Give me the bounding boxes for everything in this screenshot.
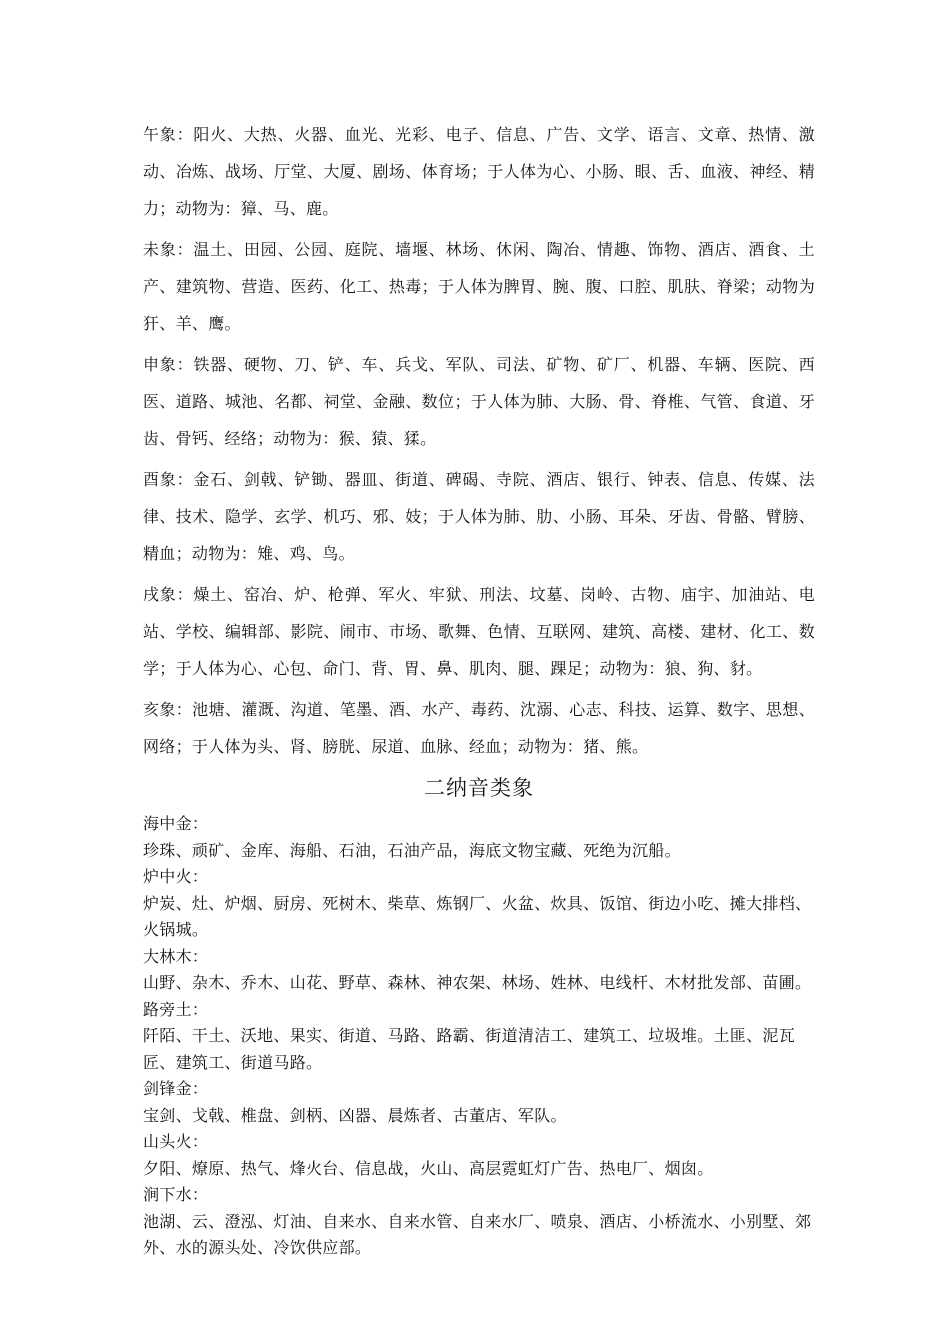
zodiac-you-paragraph: 酉象：金石、剑戟、铲锄、器皿、街道、碑碣、寺院、酒店、银行、钟表、信息、传媒、法律、技术、隐学、玄学、机巧、邪、妓；于人体为肺、肋、小肠、耳朵、牙齿、骨骼、臂膀、精血；动物为：雉、鸡、鸟。 xyxy=(143,470,815,563)
nayin-item xyxy=(143,944,815,997)
zodiac-section xyxy=(143,116,815,765)
nayin-description: 珍珠、顽矿、金库、海船、石油，石油产品，海底文物宝藏、死绝为沉船。 xyxy=(143,840,681,860)
nayin-item xyxy=(143,1182,815,1262)
nayin-item xyxy=(143,864,815,944)
nayin-name: 大林木： xyxy=(143,946,209,966)
zodiac-shen-paragraph: 申象：铁器、硬物、刀、铲、车、兵戈、军队、司法、矿物、矿厂、机器、车辆、医院、西医、道路、城池、名都、祠堂、金融、数位；于人体为肺、大肠、骨、脊椎、气管、食道、牙齿、骨钙、经络；动物为：猴、猿、猱。 xyxy=(143,355,815,448)
nayin-description: 夕阳、燎原、热气、烽火台、信息战，火山、高层霓虹灯广告、热电厂、烟囱。 xyxy=(143,1158,714,1178)
zodiac-xu-paragraph: 戌象：燥土、窑冶、炉、枪弹、军火、牢狱、刑法、坟墓、岗岭、古物、庙宇、加油站、电站、学校、编辑部、影院、闹市、市场、歌舞、色情、互联网、建筑、高楼、建材、化工、数学；于人体为心、心包、命门、背、胃、鼻、肌肉、腿、踝足；动物为：狼、狗、豺。 xyxy=(143,585,815,678)
nayin-name: 炉中火： xyxy=(143,867,209,886)
nayin-description: 宝剑、戈戟、椎盘、剑柄、凶器、晨炼者、古董店、军队。 xyxy=(143,1105,567,1125)
nayin-description: 炉炭、灶、炉烟、厨房、死树木、柴草、炼钢厂、火盆、炊具、饭馆、街边小吃、摊大排档、火锅城。 xyxy=(143,893,812,939)
zodiac-wu-paragraph: 午象：阳火、大热、火器、血光、光彩、电子、信息、广告、文学、语言、文章、热情、激动、冶炼、战场、厅堂、大厦、剧场、体育场；于人体为心、小肠、眼、舌、血液、神经、精力；动物为：獐、马、鹿。 xyxy=(143,125,815,218)
nayin-item xyxy=(143,811,815,864)
nayin-name: 剑锋金： xyxy=(143,1079,209,1098)
nayin-description: 池湖、云、澄泓、灯油、自来水、自来水管、自来水厂、喷泉、酒店、小桥流水、小别墅、郊外、水的源头处、冷饮供应部。 xyxy=(143,1211,812,1257)
nayin-description: 山野、杂木、乔木、山花、野草、森林、神农架、林场、姓林、电线杆、木材批发部、苗圃。 xyxy=(143,973,812,992)
nayin-item xyxy=(143,1076,815,1129)
zodiac-wei-paragraph: 未象：温土、田园、公园、庭院、墙堰、林场、休闲、陶冶、情趣、饰物、酒店、酒食、土产、建筑物、营造、医药、化工、热毒；于人体为脾胃、腕、腹、口腔、肌肤、脊梁；动物为犴、羊、鹰。 xyxy=(143,240,815,333)
zodiac-hai-paragraph: 亥象：池塘、灌溉、沟道、笔墨、酒、水产、毒药、沈溺、心志、科技、运算、数字、思想、网络；于人体为头、肾、膀胱、尿道、血脉、经血；动物为：猪、熊。 xyxy=(143,700,815,756)
nayin-name: 海中金： xyxy=(143,814,209,833)
nayin-section xyxy=(143,811,815,1262)
nayin-description: 阡陌、干土、沃地、果实、街道、马路、路霸、街道清洁工、建筑工、垃圾堆。土匪、泥瓦匠、建筑工、街道马路。 xyxy=(143,1026,796,1072)
nayin-name: 涧下水： xyxy=(143,1185,209,1204)
nayin-item xyxy=(143,1129,815,1182)
nayin-name: 山头火： xyxy=(143,1132,209,1151)
nayin-item xyxy=(143,997,815,1077)
section-title: 二纳音类象 xyxy=(424,776,534,800)
document-page xyxy=(143,116,815,1262)
nayin-name: 路旁土： xyxy=(143,999,209,1019)
